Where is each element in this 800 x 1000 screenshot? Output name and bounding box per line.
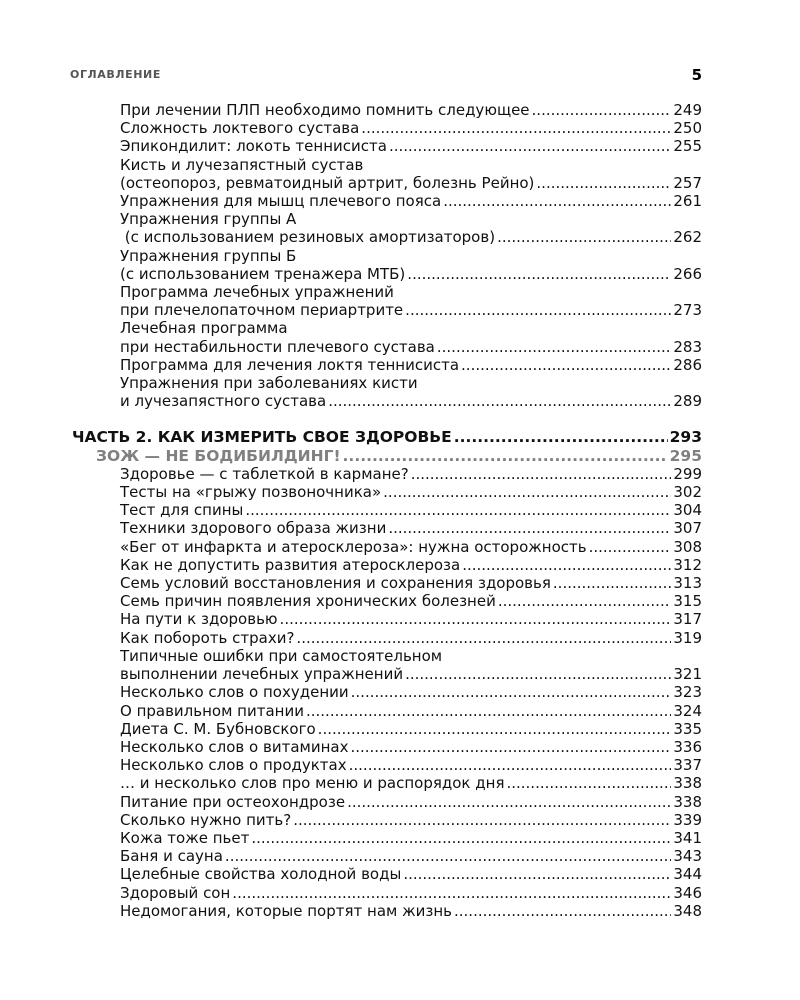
toc-entry — [120, 501, 702, 519]
toc-entry — [120, 793, 702, 811]
toc-entry-row — [120, 192, 702, 210]
toc-entry-page: 339 — [673, 810, 702, 829]
toc-part-title: ЧАСТЬ 2. КАК ИЗМЕРИТЬ СВОЕ ЗДОРОВЬЕ — [72, 428, 452, 447]
toc-entry-title: Упражнения для мышц плечевого пояса — [120, 192, 442, 211]
toc-leader — [318, 720, 672, 738]
toc-leader — [361, 119, 671, 137]
toc-entry-row — [120, 847, 702, 865]
toc-entry-row — [120, 720, 702, 738]
toc-entry-page: 319 — [673, 628, 702, 647]
toc-entry-title: (с использованием резиновых амортизаторов) — [120, 228, 496, 247]
toc-entry-page: 289 — [673, 392, 702, 411]
toc-entry-row — [120, 392, 702, 410]
toc-entry-title: Несколько слов о продуктах — [120, 756, 347, 775]
toc-part-heading — [72, 428, 702, 446]
toc-entry — [120, 774, 702, 792]
toc-entry-page: 344 — [673, 865, 702, 884]
toc-section-heading — [96, 447, 702, 465]
toc-leader — [245, 501, 671, 519]
toc-group-part1 — [0, 101, 800, 410]
toc-entry-title: … и несколько слов про меню и распорядок дня — [120, 774, 505, 793]
toc-leader — [498, 592, 672, 610]
toc-entry-title: Как побороть страхи? — [120, 628, 295, 647]
toc-entry-page: 308 — [673, 537, 702, 556]
toc-leader — [296, 629, 671, 647]
toc-entry-row — [120, 574, 702, 592]
toc-entry-page: 343 — [673, 847, 702, 866]
toc-entry — [120, 538, 702, 556]
toc-leader — [536, 174, 671, 192]
toc-entry-row — [120, 683, 702, 701]
toc-entry — [120, 192, 702, 210]
toc-entry — [120, 283, 702, 319]
toc-entry — [120, 629, 702, 647]
toc-entry-title: Тесты на «грыжу позвоночника» — [120, 483, 382, 502]
toc-entry-title-line: Упражнения при заболеваниях кисти — [120, 374, 418, 393]
toc-entry-row — [120, 756, 702, 774]
toc-entry-title: Сложность локтевого сустава — [120, 119, 360, 138]
toc-entry-row — [120, 865, 702, 883]
toc-entry-title: Здоровье — с таблеткой в кармане? — [120, 464, 409, 483]
toc-entry-title: Программа для лечения локтя теннисиста — [120, 355, 460, 374]
toc-entry-row — [120, 356, 702, 374]
toc-entry-page: 299 — [673, 464, 702, 483]
toc-leader — [454, 902, 671, 920]
toc-entry — [120, 683, 702, 701]
toc-entry-row — [120, 338, 702, 356]
toc-entry-title: при нестабильности плечевого сустава — [120, 337, 435, 356]
toc-entry-title: О правильном питании — [120, 701, 304, 720]
toc-entry-page: 315 — [673, 592, 702, 611]
toc-entry — [120, 884, 702, 902]
toc-entry — [120, 720, 702, 738]
toc-entry-title: Сколько нужно пить? — [120, 810, 292, 829]
toc-entry — [120, 356, 702, 374]
toc-entry-page: 337 — [673, 756, 702, 775]
toc-entry-page: 336 — [673, 737, 702, 756]
toc-entry — [120, 756, 702, 774]
toc-entry-title: Как не допустить развития атеросклероза — [120, 555, 461, 574]
toc-leader — [388, 519, 671, 537]
toc-entry-title-line: Лечебная программа — [120, 319, 288, 338]
toc-entry — [120, 101, 702, 119]
toc-entry — [120, 465, 702, 483]
toc-entry-title: Питание при остеохондрозе — [120, 792, 346, 811]
running-head: ОГЛАВЛЕНИЕ — [70, 68, 161, 81]
toc-entry-title: Недомогания, которые портят нам жизнь — [120, 901, 452, 920]
toc-entry-row — [120, 301, 702, 319]
toc-entry — [120, 847, 702, 865]
toc-entry — [120, 702, 702, 720]
toc-leader — [589, 538, 672, 556]
toc-entry-page: 283 — [673, 337, 702, 356]
toc-entry-page: 321 — [673, 665, 702, 684]
toc-leader — [351, 683, 672, 701]
toc-entry-page: 317 — [673, 610, 702, 629]
toc-entry-page: 250 — [673, 119, 702, 138]
toc-leader — [349, 756, 672, 774]
toc-entry-page: 313 — [673, 574, 702, 593]
toc-leader — [532, 101, 672, 119]
toc-entry-title: При лечении ПЛП необходимо помнить следующее — [120, 101, 530, 119]
toc-entry-title: (остеопороз, ревматоидный артрит, болезнь Рейно) — [120, 173, 535, 192]
toc-entry-title: при плечелопаточном периартрите — [120, 301, 404, 320]
toc-leader — [405, 301, 671, 319]
toc-entry — [120, 647, 702, 683]
toc-entry-title: Тест для спины — [120, 501, 244, 520]
toc-leader — [403, 865, 671, 883]
toc-entry-page: 307 — [673, 519, 702, 538]
toc-entry-row — [120, 610, 702, 628]
toc-entry-title-line: Упражнения группы А — [120, 210, 297, 229]
toc-entry — [120, 319, 702, 355]
toc-leader — [350, 738, 671, 756]
toc-entry-page: 346 — [673, 883, 702, 902]
toc-entry-page: 338 — [673, 792, 702, 811]
toc-entry-page: 273 — [673, 301, 702, 320]
toc-entry-page: 286 — [673, 355, 702, 374]
toc-entry-page: 261 — [673, 192, 702, 211]
toc-entry-row — [120, 629, 702, 647]
toc-entry-row — [120, 665, 702, 683]
toc-entry-title: Семь причин появления хронических болезней — [120, 592, 496, 611]
toc-entry-row — [120, 483, 702, 501]
toc-entry — [120, 556, 702, 574]
toc-leader — [497, 228, 671, 246]
toc-entry-row — [120, 101, 702, 119]
toc-leader — [232, 884, 671, 902]
toc-entry-row — [120, 774, 702, 792]
toc-entry-row — [120, 519, 702, 537]
toc-entry — [120, 865, 702, 883]
toc-entry-row — [120, 884, 702, 902]
toc-entry — [120, 738, 702, 756]
toc-entry — [120, 210, 702, 246]
toc-entry-page: 341 — [673, 828, 702, 847]
toc-leader — [407, 265, 671, 283]
toc-entry-page: 257 — [673, 173, 702, 192]
toc-leader — [405, 665, 671, 683]
toc-entry-title: Несколько слов о витаминах — [120, 737, 349, 756]
toc-leader — [411, 465, 672, 483]
toc-leader — [280, 610, 672, 628]
table-of-contents — [0, 101, 800, 920]
toc-entry — [120, 119, 702, 137]
toc-leader — [462, 556, 671, 574]
toc-group-part2 — [0, 465, 800, 920]
toc-entry — [120, 574, 702, 592]
toc-leader — [293, 811, 671, 829]
toc-entry-title: Несколько слов о похудении — [120, 683, 349, 702]
toc-entry-row — [120, 829, 702, 847]
toc-entry-title: Эпикондилит: локоть теннисиста — [120, 137, 387, 156]
toc-entry-title: Диета С. М. Бубновского — [120, 719, 316, 738]
toc-leader — [553, 574, 671, 592]
toc-entry-page: 324 — [673, 701, 702, 720]
toc-section-page: 295 — [669, 446, 702, 465]
toc-entry — [120, 247, 702, 283]
toc-entry-page: 249 — [673, 101, 702, 119]
toc-entry-title: Баня и сауна — [120, 847, 223, 866]
toc-entry-row — [120, 465, 702, 483]
toc-entry-title-line: Программа лечебных упражнений — [120, 283, 394, 302]
toc-entry-page: 255 — [673, 137, 702, 156]
toc-entry-title: Кожа тоже пьет — [120, 828, 250, 847]
toc-entry-row — [120, 174, 702, 192]
toc-entry-row — [120, 228, 702, 246]
toc-entry — [120, 156, 702, 192]
toc-leader — [454, 428, 668, 446]
toc-leader — [251, 829, 671, 847]
toc-entry-row — [120, 137, 702, 155]
toc-leader — [383, 483, 671, 501]
toc-entry-title: (с использованием тренажера МТБ) — [120, 264, 406, 283]
toc-part-page: 293 — [669, 428, 702, 447]
toc-entry-page: 262 — [673, 228, 702, 247]
toc-entry-page: 338 — [673, 774, 702, 793]
toc-entry — [120, 374, 702, 410]
toc-entry-title: Семь условий восстановления и сохранения здоровья — [120, 574, 551, 593]
toc-leader — [461, 356, 671, 374]
toc-entry — [120, 811, 702, 829]
toc-entry — [120, 902, 702, 920]
toc-leader — [443, 192, 671, 210]
toc-leader — [347, 793, 671, 811]
toc-entry-row — [120, 538, 702, 556]
toc-entry-page: 302 — [673, 483, 702, 502]
toc-entry — [120, 592, 702, 610]
toc-entry-title-line: Упражнения группы Б — [120, 246, 297, 265]
toc-entry-title: Техники здорового образа жизни — [120, 519, 387, 538]
toc-leader — [225, 847, 671, 865]
toc-leader — [343, 447, 668, 465]
toc-entry-page: 335 — [673, 719, 702, 738]
toc-entry-title-line: Кисть и лучезапястный сустав — [120, 155, 364, 174]
toc-entry-page: 304 — [673, 501, 702, 520]
toc-entry-page: 348 — [673, 901, 702, 920]
toc-leader — [389, 137, 671, 155]
toc-entry — [120, 137, 702, 155]
toc-entry — [120, 519, 702, 537]
toc-entry-title: Здоровый сон — [120, 883, 231, 902]
toc-entry-page: 266 — [673, 264, 702, 283]
toc-entry-row — [120, 738, 702, 756]
toc-entry-title: выполнении лечебных упражнений — [120, 665, 404, 684]
toc-entry-row — [120, 902, 702, 920]
toc-leader — [328, 392, 671, 410]
toc-entry-title: «Бег от инфаркта и атеросклероза»: нужна осторожность — [120, 537, 587, 556]
toc-entry-row — [120, 501, 702, 519]
toc-leader — [506, 774, 671, 792]
toc-entry-title: Целебные свойства холодной воды — [120, 865, 402, 884]
toc-entry-row — [120, 811, 702, 829]
toc-entry-row — [120, 119, 702, 137]
toc-section-title: ЗОЖ — НЕ БОДИБИЛДИНГ! — [96, 446, 341, 465]
toc-entry — [120, 610, 702, 628]
toc-leader — [306, 702, 671, 720]
toc-entry-title: и лучезапястного сустава — [120, 392, 327, 411]
toc-entry — [120, 829, 702, 847]
toc-entry — [120, 483, 702, 501]
toc-leader — [437, 338, 671, 356]
toc-entry-row — [120, 265, 702, 283]
toc-entry-page: 323 — [673, 683, 702, 702]
toc-entry-row — [120, 702, 702, 720]
toc-entry-title: На пути к здоровью — [120, 610, 278, 629]
toc-entry-page: 312 — [673, 555, 702, 574]
toc-entry-row — [120, 556, 702, 574]
toc-entry-row — [120, 793, 702, 811]
toc-entry-title-line: Типичные ошибки при самостоятельном — [120, 646, 443, 665]
toc-entry-row — [120, 592, 702, 610]
page-header — [70, 66, 702, 88]
page-number: 5 — [691, 66, 702, 84]
